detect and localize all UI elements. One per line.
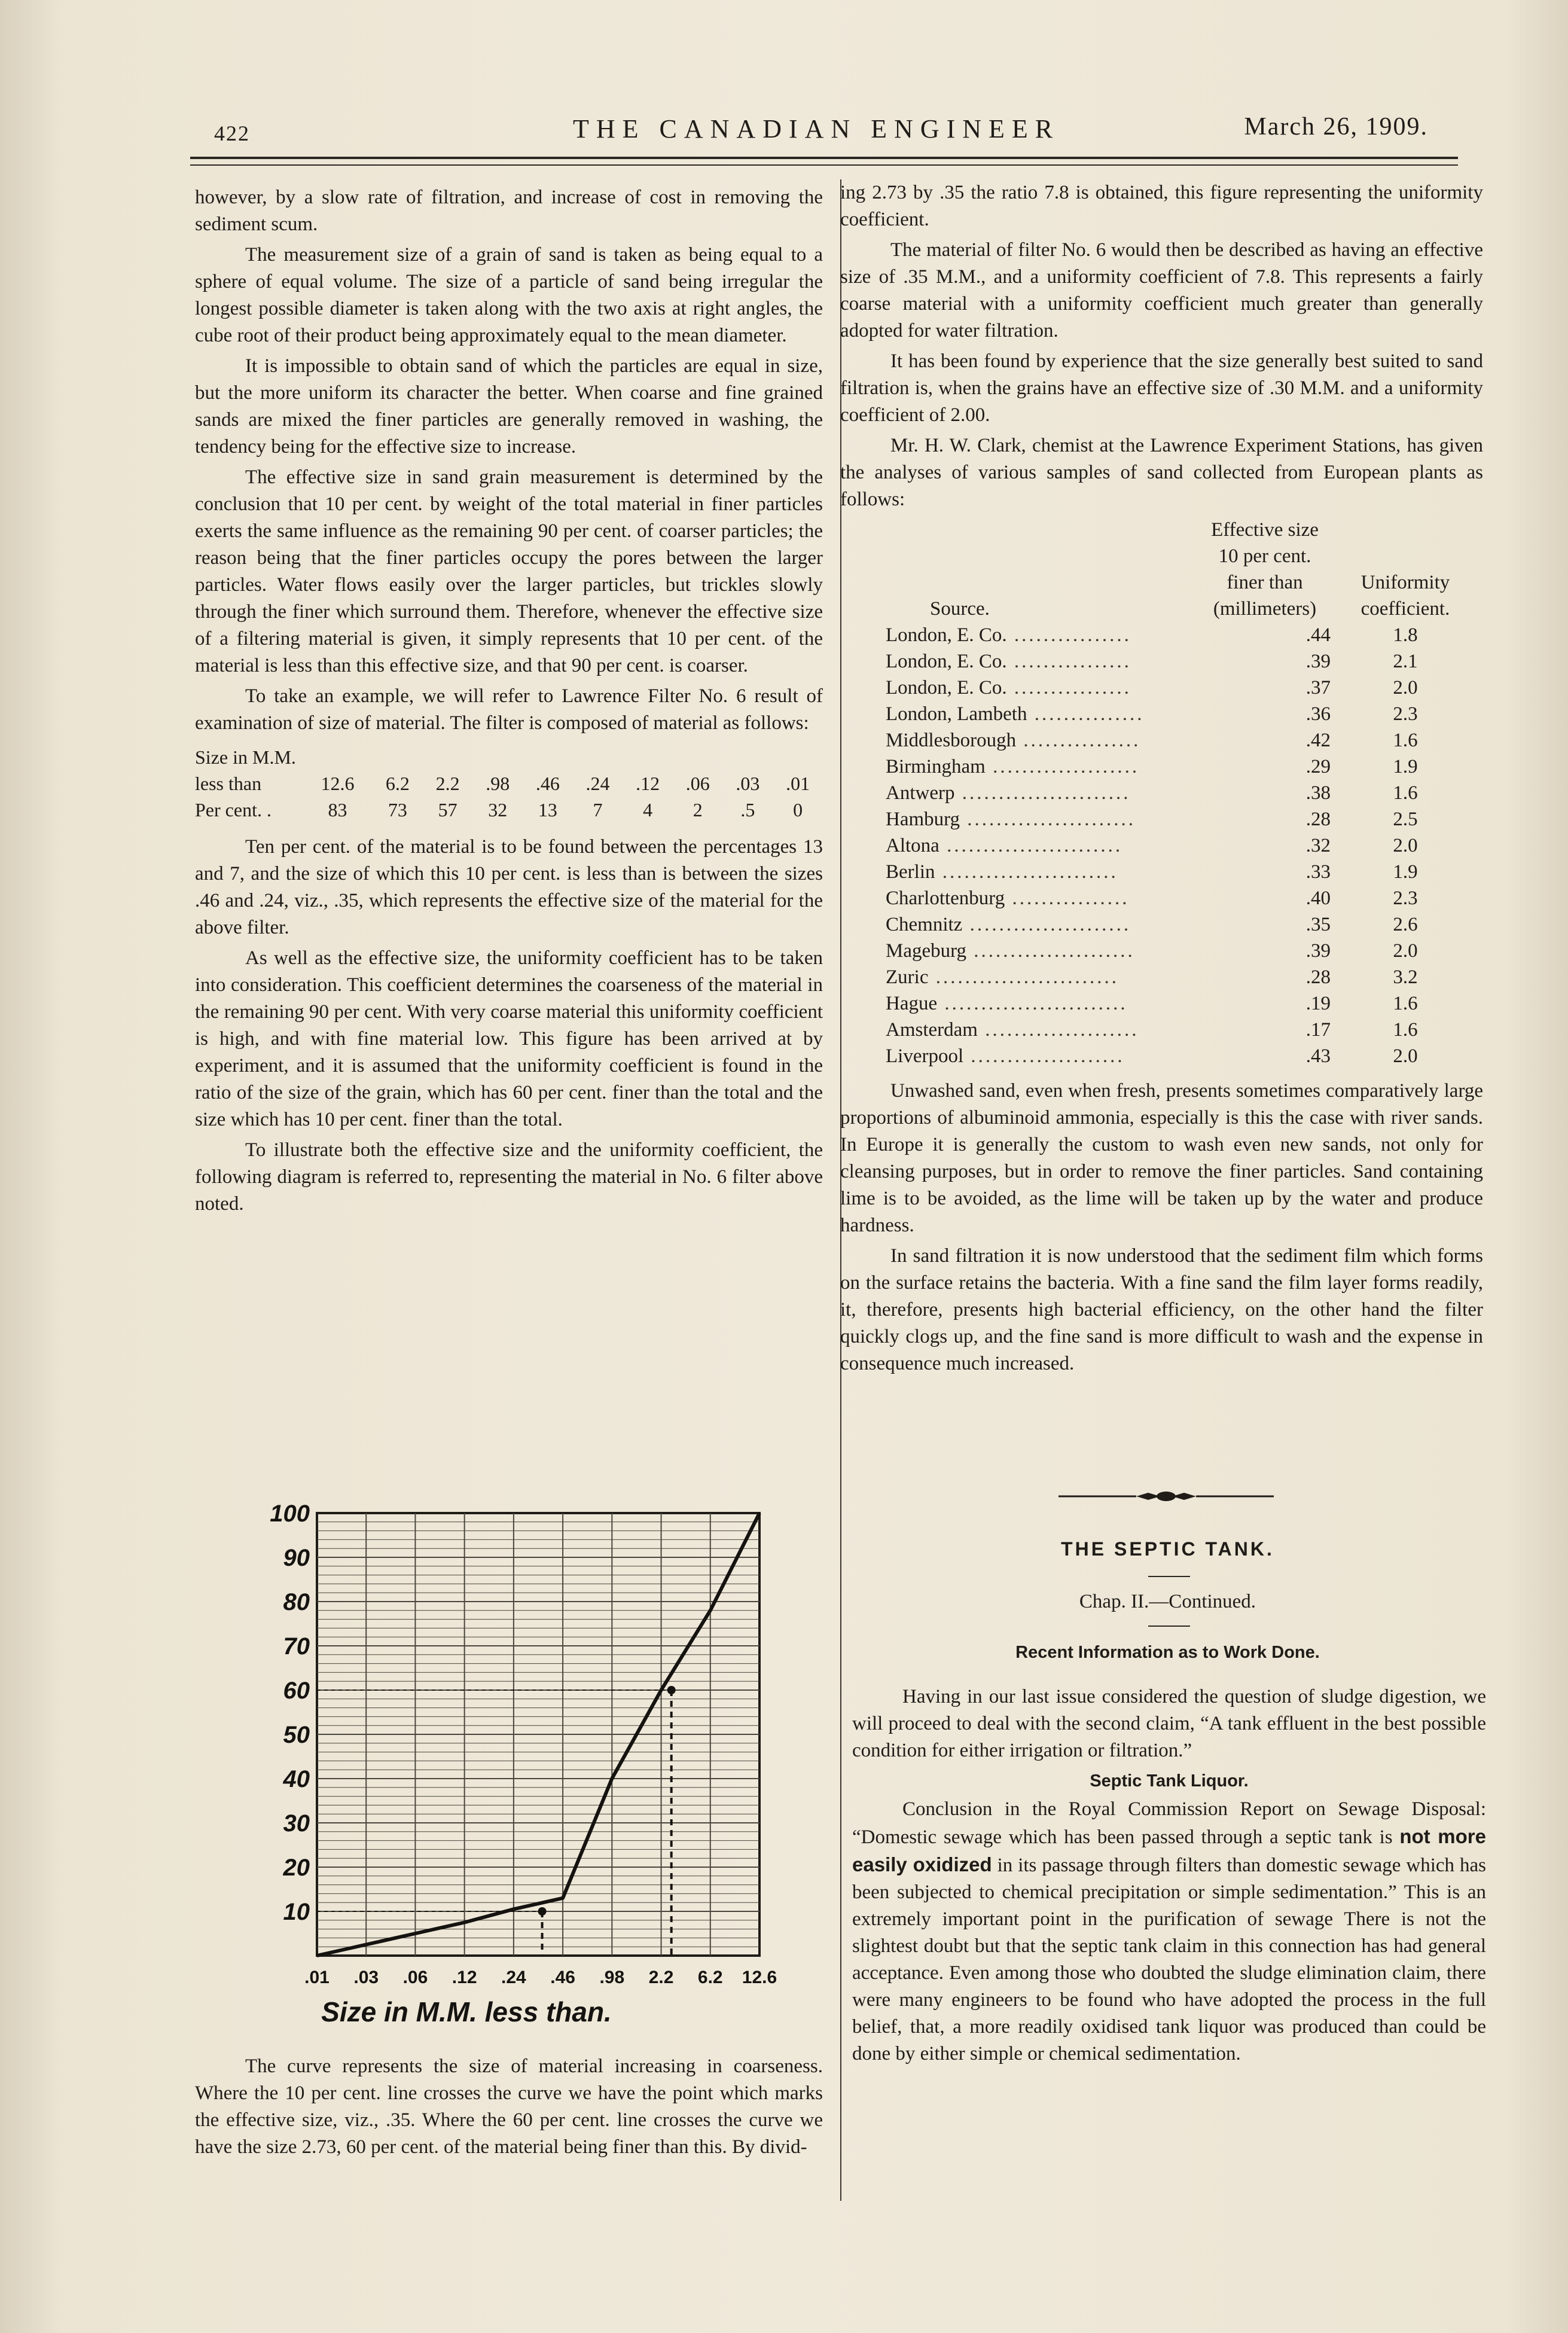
y-tick-label: 80 xyxy=(283,1589,310,1615)
percent-cell: 13 xyxy=(538,799,557,821)
paragraph: The curve represents the size of material increasing in coarseness. Where the 10 per cent. line crosses the curve we have the point which marks the effective size, viz., .35. Where the 60 per cent. line crosses the curve we have the size 2.73, 60 per cent. of the material being finer than this. By divid- xyxy=(195,2056,823,2158)
source-name: London, Lambeth xyxy=(886,703,1027,725)
paragraph: Mr. H. W. Clark, chemist at the Lawrence Experiment Stations, has given the analyses of various samples of sand collected from European plants as follows: xyxy=(840,435,1483,510)
percent-row xyxy=(195,797,823,823)
source-name: Berlin xyxy=(886,861,935,883)
table-row xyxy=(840,780,1468,806)
section-heading: Recent Information as to Work Done. xyxy=(1015,1643,1320,1662)
table-row xyxy=(840,885,1468,911)
uniformity-cell: 2.3 xyxy=(1393,703,1418,725)
septic-article-body xyxy=(852,1684,1486,2071)
leader-dots: ................ xyxy=(1006,624,1131,646)
percent-cell: 2 xyxy=(693,799,703,821)
paragraph: To take an example, we will refer to Lawrence Filter No. 6 result of examination of size of material. The filter is composed of material as follows: xyxy=(195,685,823,734)
uniformity-cell: 2.0 xyxy=(1393,835,1418,856)
table-row xyxy=(840,675,1468,701)
table-row xyxy=(840,938,1468,964)
y-tick-label: 70 xyxy=(283,1633,310,1660)
effective-size-cell: .36 xyxy=(1305,703,1331,725)
leader-dots: ..................... xyxy=(977,1019,1139,1041)
source-name: Birmingham xyxy=(886,756,986,777)
header-line: finer than xyxy=(1227,572,1303,593)
size-cell: .03 xyxy=(736,773,760,794)
sand-samples-table xyxy=(840,517,1468,1069)
source-name: London, E. Co. xyxy=(886,624,1007,646)
leader-dots: ....................... xyxy=(954,782,1131,804)
y-tick-label: 100 xyxy=(270,1501,310,1527)
article-title: THE SEPTIC TANK. xyxy=(1061,1538,1274,1560)
source-cell xyxy=(840,727,1187,754)
percent-row-label: Per cent. . xyxy=(195,799,271,821)
table-row xyxy=(840,648,1468,675)
header-line: coefficient. xyxy=(1360,598,1450,620)
table-row xyxy=(840,727,1468,754)
effective-size-cell: .19 xyxy=(1305,993,1331,1014)
effective-size-cell: .28 xyxy=(1305,809,1331,830)
source-cell xyxy=(840,964,1187,990)
effective-size-cell: .28 xyxy=(1305,966,1331,988)
source-cell xyxy=(840,806,1187,832)
uniformity-cell: 2.1 xyxy=(1393,651,1418,672)
uniformity-cell: 1.6 xyxy=(1393,1019,1418,1041)
effective-size-cell: .37 xyxy=(1305,677,1331,699)
size-cell: .24 xyxy=(585,773,610,794)
reference-point xyxy=(667,1686,676,1694)
leader-dots: .................... xyxy=(985,756,1140,777)
effective-size-cell: .39 xyxy=(1305,651,1331,672)
source-name: Charlottenburg xyxy=(886,888,1005,909)
source-cell xyxy=(840,990,1187,1017)
y-tick-label: 20 xyxy=(283,1855,310,1881)
y-tick-label: 60 xyxy=(283,1678,310,1704)
source-cell xyxy=(840,648,1187,675)
percent-cell: 32 xyxy=(488,799,508,821)
source-name: Amsterdam xyxy=(886,1019,978,1041)
source-name: Hamburg xyxy=(886,809,960,830)
x-tick-label: .12 xyxy=(452,1968,477,1987)
publication-title: THE CANADIAN ENGINEER xyxy=(573,114,1060,144)
effective-size-cell: .32 xyxy=(1305,835,1331,856)
size-row-label: less than xyxy=(195,773,262,794)
sieve-curve-chart xyxy=(245,1489,783,2027)
table-row xyxy=(840,990,1468,1017)
table-row xyxy=(840,701,1468,727)
paragraph: To illustrate both the effective size and the uniformity coefficient, the following diagram is referred to, representing the material in No. 6 filter above noted. xyxy=(195,1139,823,1215)
uniformity-cell: 2.6 xyxy=(1393,914,1418,935)
size-cell: .98 xyxy=(486,773,510,794)
leader-dots: ...................... xyxy=(962,914,1131,935)
percent-cell: 57 xyxy=(438,799,457,821)
leader-dots: ...................... xyxy=(966,940,1135,962)
percent-cell: 73 xyxy=(388,799,407,821)
section-ornament xyxy=(1058,1490,1274,1502)
uniformity-cell: 2.0 xyxy=(1393,677,1418,699)
source-cell xyxy=(840,938,1187,964)
size-table-heading: Size in M.M. xyxy=(195,746,296,768)
text-run: in its passage through filters than domestic sewage which has been subjected to chemical precipitation or simple sedimentation.” This is an extremely important point in the purification of sewage There is not the slightest doubt but that the septic tank claim in this connection has had general acceptance. Even among those who doubted the sludge elimination claim, there were many engineers to be found who have adopted the process in the full belief, that, a more readily oxidised tank liquor was produced than could be done by either simple or chemical sedimentation. xyxy=(852,1855,1486,2064)
y-axis-ticks xyxy=(270,1501,310,1925)
x-tick-label: 2.2 xyxy=(648,1968,674,1987)
source-cell xyxy=(840,911,1187,938)
paragraph: The measurement size of a grain of sand is taken as being equal to a sphere of equal volume. The size of a particle of sand being irregular the longest possible diameter is taken along with the two axis at right angles, the cube root of their product being approximately equal to the mean diameter. xyxy=(195,244,823,346)
header-line: 10 per cent. xyxy=(1218,545,1311,567)
source-name: Chemnitz xyxy=(886,914,963,935)
percent-cell: .5 xyxy=(740,799,755,821)
y-tick-label: 90 xyxy=(283,1545,310,1571)
effective-size-cell: .38 xyxy=(1305,782,1331,804)
y-tick-label: 10 xyxy=(283,1899,310,1925)
effective-size-cell: .29 xyxy=(1305,756,1331,777)
effective-size-cell: .17 xyxy=(1305,1019,1331,1041)
x-tick-label: .98 xyxy=(599,1968,625,1987)
paragraph: Unwashed sand, even when fresh, presents sometimes comparatively large proportions of albuminoid ammonia, especially is this the case with river sands. In Europe it is generally the custom to wash even new sands, not only for cleansing purposes, but in order to remove the finer particles. Sand containing lime is to be avoided, as the lime will be taken up by the water and produce hardness. xyxy=(840,1080,1483,1236)
source-cell xyxy=(840,675,1187,701)
percent-cell: 83 xyxy=(328,799,347,821)
size-table xyxy=(195,744,823,823)
leader-dots: ................ xyxy=(1006,651,1131,672)
issue-date: March 26, 1909. xyxy=(1244,113,1428,141)
effective-size-cell: .42 xyxy=(1305,730,1331,751)
leader-dots: ............... xyxy=(1027,703,1145,725)
leader-dots: ........................ xyxy=(935,861,1118,883)
uniformity-cell: 2.0 xyxy=(1393,940,1418,962)
x-axis-ticks xyxy=(304,1968,777,1987)
paragraph: It has been found by experience that the size generally best suited to sand filtration is, when the grains have an effective size of .30 M.M. and a uniformity coefficient of 2.00. xyxy=(840,350,1483,426)
uniformity-cell: 1.6 xyxy=(1393,993,1418,1014)
percent-cell: 7 xyxy=(593,799,603,821)
page-number: 422 xyxy=(214,121,250,145)
y-tick-label: 50 xyxy=(283,1722,310,1748)
table-row xyxy=(840,1043,1468,1069)
emphasis: not more easily oxidized xyxy=(852,1825,1486,1875)
paragraph: In sand filtration it is now understood that the sediment film which forms on the surface retains the bacteria. With a fine sand the film layer forms readily, it, therefore, presents high bacterial efficiency, on the other hand the filter quickly clogs up, and the fine sand is more difficult to wash and the expense in consequence much increased. xyxy=(840,1245,1483,1374)
column-header-effective xyxy=(1187,517,1343,622)
table-row xyxy=(840,1017,1468,1043)
title-rule xyxy=(1148,1576,1190,1577)
subheading: Septic Tank Liquor. xyxy=(1090,1771,1249,1791)
x-tick-label: 6.2 xyxy=(697,1968,723,1987)
percent-cell: 0 xyxy=(793,799,803,821)
reference-point xyxy=(538,1907,547,1916)
size-cell: 6.2 xyxy=(385,773,410,794)
x-tick-label: .24 xyxy=(501,1968,526,1987)
percent-cell: 4 xyxy=(643,799,653,821)
uniformity-cell: 2.3 xyxy=(1393,888,1418,909)
table-row xyxy=(840,806,1468,832)
effective-size-cell: .40 xyxy=(1305,888,1331,909)
x-tick-label: .46 xyxy=(550,1968,575,1987)
source-name: Altona xyxy=(886,835,939,856)
sand-samples-body xyxy=(840,622,1468,1069)
left-column-continued xyxy=(195,2053,823,2164)
leader-dots: ........................ xyxy=(939,835,1123,856)
source-name: Middlesborough xyxy=(886,730,1017,751)
uniformity-cell: 2.5 xyxy=(1393,809,1418,830)
header-rule-thin xyxy=(190,164,1458,166)
size-cell: .01 xyxy=(786,773,810,794)
uniformity-cell: 2.0 xyxy=(1393,1045,1418,1067)
header-rule-thick xyxy=(190,157,1458,159)
header-line: Effective size xyxy=(1211,519,1319,541)
table-row xyxy=(840,964,1468,990)
table-row xyxy=(840,622,1468,648)
column-header-source: Source. xyxy=(930,598,990,620)
paragraph: The material of filter No. 6 would then be described as having an effective size of .35 M.M., and a uniformity coefficient of 7.8. This represents a fairly coarse material with a uniformity coefficient much greater than generally adopted for water filtration. xyxy=(840,239,1483,341)
source-name: Antwerp xyxy=(886,782,955,804)
leader-dots: ................ xyxy=(1006,677,1131,699)
uniformity-cell: 1.6 xyxy=(1393,730,1418,751)
uniformity-cell: 3.2 xyxy=(1393,966,1418,988)
uniformity-cell: 1.9 xyxy=(1393,861,1418,883)
size-cell: 12.6 xyxy=(321,773,355,794)
source-name: Zuric xyxy=(886,966,929,988)
leader-dots: ..................... xyxy=(963,1045,1125,1067)
source-cell xyxy=(840,780,1187,806)
effective-size-cell: .43 xyxy=(1305,1045,1331,1067)
chart-grid xyxy=(317,1513,759,1956)
paragraph: As well as the effective size, the uniformity coefficient has to be taken into consideration. This coefficient determines the coarseness of the material in the remaining 90 per cent. With very coarse material this uniformity coefficient is high, and with fine material low. This figure has been arrived at by experiment, and it is assumed that the uniformity coefficient is found in the ratio of the size of the grain, which has 60 per cent. finer than the total and the size which has 10 per cent. finer than the total. xyxy=(195,947,823,1130)
y-tick-label: 30 xyxy=(283,1810,310,1837)
source-name: Mageburg xyxy=(886,940,967,962)
chapter-rule xyxy=(1148,1626,1190,1627)
x-tick-label: 12.6 xyxy=(742,1968,777,1987)
paragraph: It is impossible to obtain sand of which the particles are equal in size, but the more uniform its character the better. When coarse and fine grained sands are mixed the finer particles are generally removed in washing, the tendency being for the effective size to increase. xyxy=(195,355,823,458)
uniformity-cell: 1.6 xyxy=(1393,782,1418,804)
source-name: Hague xyxy=(886,993,938,1014)
effective-size-cell: .44 xyxy=(1305,624,1331,646)
chapter-subtitle: Chap. II.—Continued. xyxy=(1079,1591,1256,1612)
leader-dots: ....................... xyxy=(960,809,1136,830)
source-name: London, E. Co. xyxy=(886,677,1007,699)
source-cell xyxy=(840,832,1187,859)
source-cell xyxy=(840,1017,1187,1043)
y-tick-label: 40 xyxy=(283,1766,310,1792)
leader-dots: ................ xyxy=(1005,888,1130,909)
source-cell xyxy=(840,859,1187,885)
right-column xyxy=(840,179,1483,1381)
x-tick-label: .06 xyxy=(402,1968,428,1987)
source-cell xyxy=(840,1043,1187,1069)
x-axis-label: Size in M.M. less than. xyxy=(321,1996,612,2027)
table-row xyxy=(840,859,1468,885)
header-line: Uniformity xyxy=(1360,572,1450,593)
paragraph: Having in our last issue considered the question of sludge digestion, we will proceed to deal with the second claim, “A tank effluent in the best possible condition for either irrigation or filtration.” xyxy=(852,1686,1486,1761)
size-cell: .46 xyxy=(535,773,560,794)
text-run: Conclusion in the Royal Commission Report on Sewage Disposal: “Domestic sewage which has been passed through a septic tank is xyxy=(852,1798,1486,1848)
left-column xyxy=(195,184,823,1221)
paragraph: Ten per cent. of the material is to be found between the percentages 13 and 7, and the size of which this 10 per cent. is less than is between the sizes .46 and .24, viz., .35, which represents the effective size of the material for the above filter. xyxy=(195,836,823,938)
size-cell: 2.2 xyxy=(435,773,460,794)
uniformity-cell: 1.9 xyxy=(1393,756,1418,777)
source-cell xyxy=(840,701,1187,727)
paragraph xyxy=(852,1796,1486,2067)
size-cell: .12 xyxy=(636,773,660,794)
size-row xyxy=(195,770,823,797)
source-cell xyxy=(840,622,1187,648)
uniformity-cell: 1.8 xyxy=(1393,624,1418,646)
x-tick-label: .03 xyxy=(353,1968,379,1987)
leader-dots: ......................... xyxy=(937,993,1128,1014)
leader-dots: ......................... xyxy=(928,966,1119,988)
source-cell xyxy=(840,754,1187,780)
source-name: Liverpool xyxy=(886,1045,964,1067)
source-name: London, E. Co. xyxy=(886,651,1007,672)
table-row xyxy=(840,911,1468,938)
effective-size-cell: .35 xyxy=(1305,914,1331,935)
size-cell: .06 xyxy=(685,773,710,794)
paragraph: however, by a slow rate of filtration, and increase of cost in removing the sediment scum. xyxy=(195,187,823,235)
table-row xyxy=(840,754,1468,780)
header-line: (millimeters) xyxy=(1213,598,1317,620)
leader-dots: ................ xyxy=(1016,730,1141,751)
paragraph: ing 2.73 by .35 the ratio 7.8 is obtained, this figure representing the uniformity coefficient. xyxy=(840,182,1483,230)
effective-size-cell: .33 xyxy=(1305,861,1331,883)
page-header xyxy=(190,108,1440,155)
x-tick-label: .01 xyxy=(304,1968,330,1987)
paragraph: The effective size in sand grain measurement is determined by the conclusion that 10 per cent. by weight of the total material in finer particles exerts the same influence as the remaining 90 per cent. of coarser particles; the reason being that the finer particles occupy the pores between the larger particles. Water flows easily over the larger particles, but trickles slowly through the finer which surround them. Therefore, whenever the effective size of a filtering material is given, it simply represents that 10 per cent. of the material is less than this effective size, and that 90 per cent. is coarser. xyxy=(195,466,823,676)
effective-size-cell: .39 xyxy=(1305,940,1331,962)
column-header-uniformity xyxy=(1343,517,1468,622)
table-row xyxy=(840,832,1468,859)
source-cell xyxy=(840,885,1187,911)
